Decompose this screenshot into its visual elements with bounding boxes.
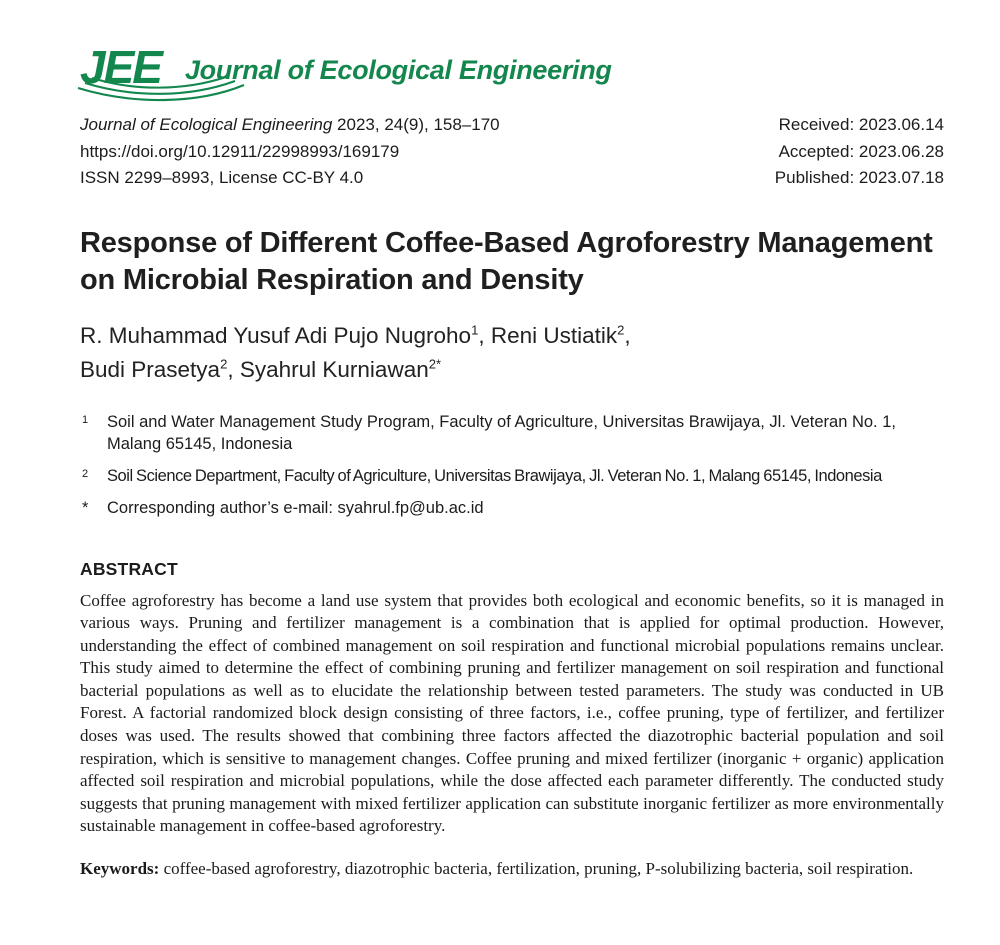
author-affil-sup: 2* [428,356,442,371]
author-affil-sup: 2 [617,322,625,337]
affiliation-marker: 2 [82,467,89,480]
affiliation-text: Soil Science Department, Faculty of Agriculture, Universitas Brawijaya, Jl. Veteran No. 1, Malang 65145, Indonesia [107,466,882,485]
keywords-text: coffee-based agroforestry, diazotrophic bacteria, fertilization, pruning, P-solubilizing bacteria, soil respiration. [163,859,914,879]
citation-line: Journal of Ecological Engineering 2023, 24(9), 158–170 [80,115,500,134]
corresponding-author-email[interactable]: Corresponding author’s e-mail: syahrul.fp@ub.ac.id [107,498,484,517]
author: R. Muhammad Yusuf Adi Pujo Nugroho$^1$, [80,322,491,348]
author: Reni Ustiatik$^2$, [490,322,631,348]
journal-logo-acronym: JEE [80,40,161,93]
author-affil-sup: 1 [471,322,479,337]
abstract-section [80,559,944,839]
affiliation-item [80,465,944,487]
author-affil-sup: 2 [220,356,228,371]
affiliation-item [80,411,944,455]
corresponding-author-marker: * [82,498,89,517]
author: Budi Prasetya$^2$, [80,356,240,382]
accepted-date: Accepted: 2023.06.28 [778,141,944,161]
abstract-heading: ABSTRACT [80,558,178,579]
author: Syahrul Kurniawan$^{2*}$ [239,356,442,382]
keywords-block [80,858,944,881]
abstract-text: Coffee agroforestry has become a land use system that provides both ecological and economic benefits, so it is managed in various ways. Pruning and fertilizer management is a combination that is applied for optimal production. However, understanding the effect of combined management on soil respiration and functional microbial populations remains unclear. This study aimed to determine the effect of combining pruning and fertilizer management on soil respiration and functional bacterial populations as well as to elucidate the relationship between tested parameters. The study was conducted in UB Forest. A factorial randomized block design consisting of three factors, i.e., coffee pruning, type of fertilizer, and fertilizer doses was used. The results showed that combining three factors affected the diazotrophic bacterial population and soil respiration, which is sensitive to management changes. Coffee pruning and mixed fertilizer (inorganic + organic) application affected soil respiration and microbial populations, while the dose affected each parameter differently. The conducted study suggests that pruning management with mixed fertilizer application can substitute inorganic fertilizer as more environmentally sustainable management in coffee-based agroforestry. [80,590,944,836]
doi-link[interactable]: https://doi.org/10.12911/22998993/169179 [80,141,400,161]
keywords-label: Keywords: [80,859,160,879]
citation-block [80,112,500,192]
article-title: Response of Different Coffee-Based Agroforestry Management on Microbial Respiration and Density [80,226,933,296]
received-date: Received: 2023.06.14 [778,115,944,134]
logo-swoosh-icon [76,76,248,104]
journal-name: Journal of Ecological Engineering [184,55,612,85]
affiliation-list [80,411,944,519]
affiliation-marker: 1 [82,413,89,426]
dates-block [775,112,944,192]
issn-license: ISSN 2299–8993, License CC-BY 4.0 [80,168,364,187]
author-list [80,319,944,387]
journal-logo [80,40,167,98]
affiliation-text: Soil and Water Management Study Program, Faculty of Agriculture, Universitas Brawijaya, Jl. Veteran No. 1, Malang 65145, Indonesia [107,412,896,453]
affiliation-item [80,497,944,519]
article-meta-row [80,112,944,192]
published-date: Published: 2023.07.18 [774,168,944,187]
journal-masthead [80,36,944,98]
